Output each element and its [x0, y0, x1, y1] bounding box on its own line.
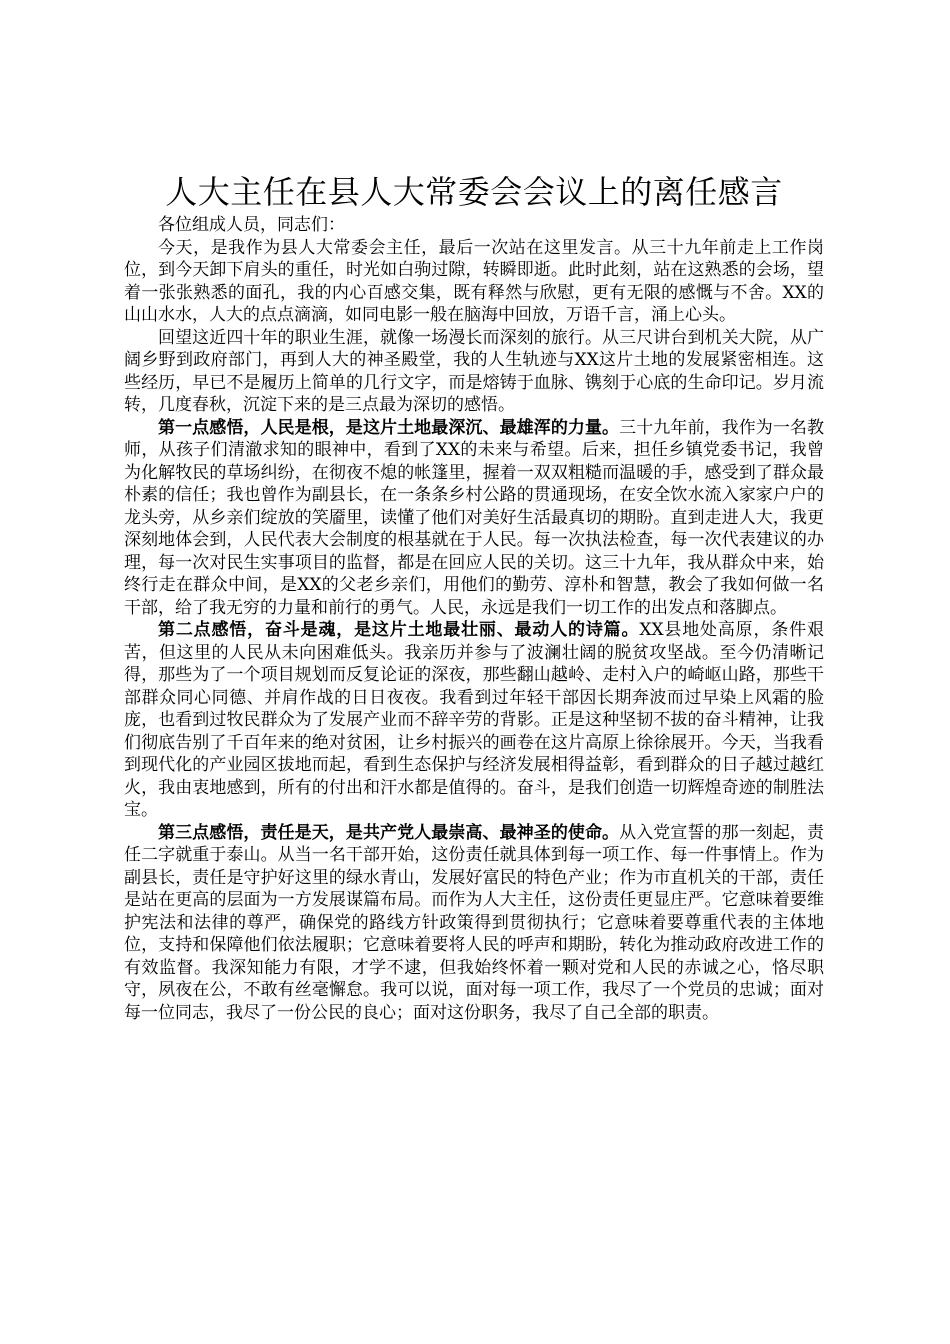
- paragraph-lead: 第一点感悟，人民是根，是这片土地最深沉、最雄浑的力量。: [158, 417, 620, 438]
- paragraph-3: [124, 417, 824, 620]
- paragraph-text: XX县地处高原，条件艰苦，但这里的人民从未向困难低头。我亲历并参与了波澜壮阔的脱贫攻坚战。至今仍清晰记得，那些为了一个项目规划而反复论证的深夜，那些翻山越岭、走村入户的崎岖山路，那些干部群众同心同德、并肩作战的日日夜夜。我看到过年轻干部因长期奔波而过早染上风霜的脸庞，也看到过牧民群众为了发展产业而不辞辛劳的背影。正是这种坚韧不拔的奋斗精神，让我们彻底告别了千百年来的绝对贫困，让乡村振兴的画卷在这片高原上徐徐展开。今天，当我看到现代化的产业园区拔地而起，看到生态保护与经济发展相得益彰，看到群众的日子越过越红火，我由衷地感到，所有的付出和汗水都是值得的。奋斗，是我们创造一切辉煌奇迹的制胜法宝。: [124, 620, 824, 820]
- paragraph-text: 从入党宣誓的那一刻起，责任二字就重于泰山。从当一名干部开始，这份责任就具体到每一项工作、每一件事情上。作为副县长，责任是守护好这里的绿水青山，发展好富民的特色产业；作为市直机关的干部，责任是站在更高的层面为一方发展谋篇布局。而作为人大主任，这份责任更显庄严。它意味着要维护宪法和法律的尊严，确保党的路线方针政策得到贯彻执行；它意味着要尊重代表的主体地位，支持和保障他们依法履职；它意味着要将人民的呼声和期盼，转化为推动政府改进工作的有效监督。我深知能力有限，才学不逮，但我始终怀着一颗对党和人民的赤诚之心，恪尽职守，夙夜在公，不敢有丝毫懈怠。我可以说，面对每一项工作，我尽了一个党员的忠诚；面对每一位同志，我尽了一份公民的良心；面对这份职务，我尽了自己全部的职责。: [124, 822, 825, 1023]
- paragraph-5: [124, 822, 824, 1025]
- document-page: [124, 170, 824, 1024]
- paragraph-2: [124, 327, 824, 417]
- paragraph-text: 回望这近四十年的职业生涯，就像一场漫长而深刻的旅行。从三尺讲台到机关大院，从广阔乡野到政府部门，再到人大的神圣殿堂，我的人生轨迹与XX这片土地的发展紧密相连。这些经历，早已不是履历上简单的几行文字，而是熔铸于血脉、镌刻于心底的生命印记。岁月流转，几度春秋，沉淀下来的是三点最为深切的感悟。: [124, 327, 824, 415]
- salutation: 各位组成人员，同志们：: [158, 215, 345, 235]
- paragraph-1: [124, 237, 824, 327]
- paragraph-lead: 第二点感悟，奋斗是魂，是这片土地最壮丽、最动人的诗篇。: [158, 620, 640, 640]
- paragraph-lead: 第三点感悟，责任是天，是共产党人最崇高、最神圣的使命。: [158, 822, 620, 843]
- paragraph-4: [124, 619, 824, 822]
- paragraph-text: 三十九年前，我作为一名教师，从孩子们清澈求知的眼神中，看到了XX的未来与希望。后来，担任乡镇党委书记，我曾为化解牧民的草场纠纷，在彻夜不熄的帐篷里，握着一双双粗糙而温暖的手，感受到了群众最朴素的信任；我也曾作为副县长，在一条条乡村公路的贯通现场，在安全饮水流入家家户户的龙头旁，从乡亲们绽放的笑靥里，读懂了他们对美好生活最真切的期盼。直到走进人大，我更深刻地体会到，人民代表大会制度的根基就在于人民。每一次执法检查，每一次代表建议的办理，每一次对民生实事项目的监督，都是在回应人民的关切。这三十九年，我从群众中来，始终行走在群众中间，是XX的父老乡亲们，用他们的勤劳、淳朴和智慧，教会了我如何做一名干部，给了我无穷的力量和前行的勇气。人民，永远是我们一切工作的出发点和落脚点。: [124, 417, 825, 618]
- document-title: 人大主任在县人大常委会会议上的离任感言: [165, 173, 783, 211]
- paragraph-text: 今天，是我作为县人大常委会主任，最后一次站在这里发言。从三十九年前走上工作岗位，到今天卸下肩头的重任，时光如白驹过隙，转瞬即逝。此时此刻，站在这熟悉的会场，望着一张张熟悉的面孔，我的内心百感交集，既有释然与欣慰，更有无限的感慨与不舍。XX的山山水水，人大的点点滴滴，如同电影一般在脑海中回放，万语千言，涌上心头。: [124, 237, 824, 325]
